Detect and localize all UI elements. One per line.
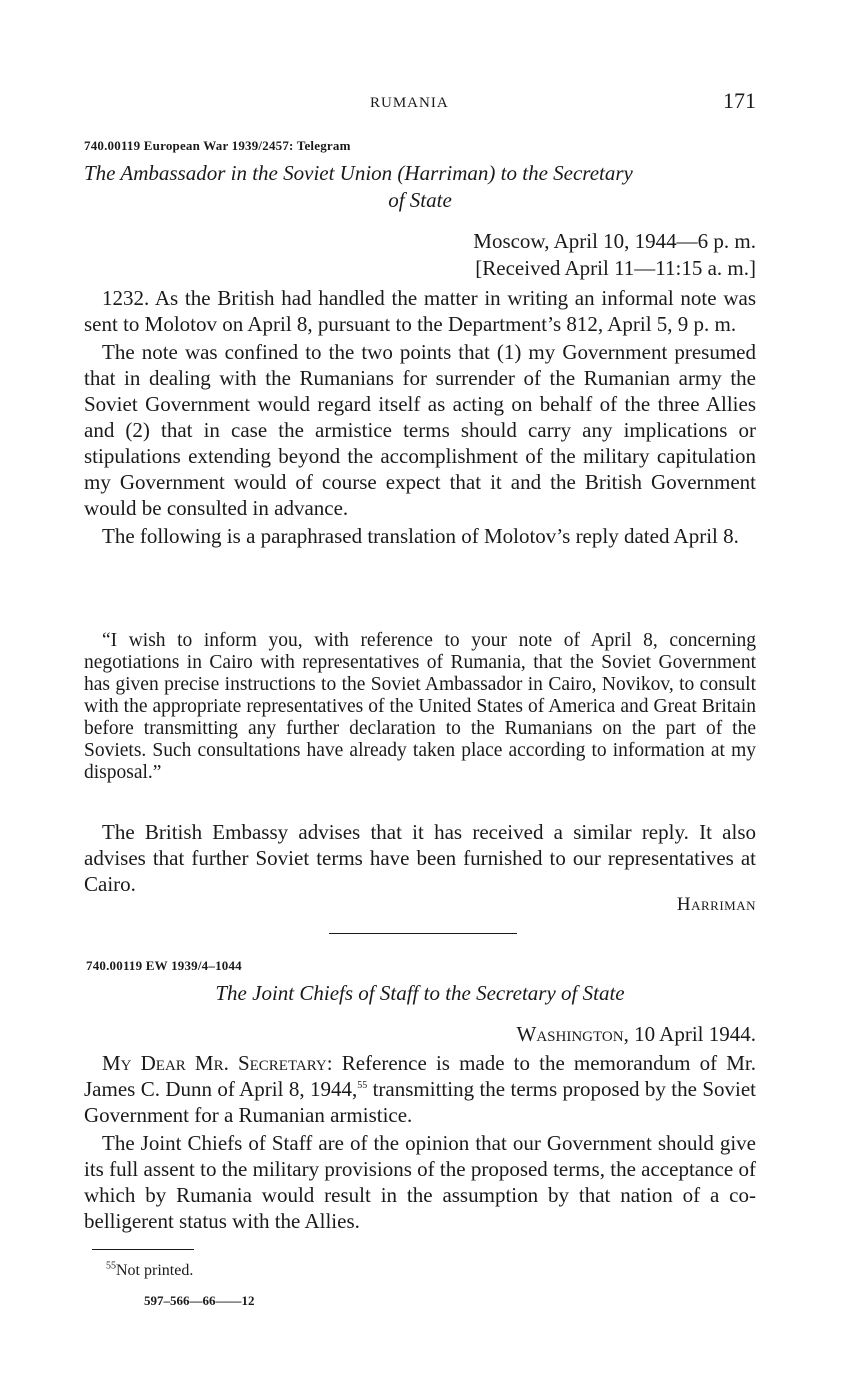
letter-paragraph-1 [84, 1050, 756, 1128]
dateline-2 [517, 1022, 756, 1047]
signature-harriman: Harriman [676, 894, 756, 915]
telegram-paragraph-4: The British Embassy advises that it has received a similar reply. It also advises that further Soviet terms have been furnished to our representatives at Cairo. [84, 820, 756, 896]
molotov-reply-quote: “I wish to inform you, with reference to your note of April 8, concerning negotiations in Cairo with representatives of Rumania, that the Soviet Government has given precise instructions to the Soviet Ambassador in Cairo, Novikov, to consult with the appropriate representatives of the United States of America and Great Britain before transmitting any further declaration to the Rumanians on the part of the Soviets. Such consultations have already taken place according to information at my disposal.” [84, 630, 756, 783]
section-divider [329, 933, 517, 934]
dateline-1 [473, 228, 756, 282]
telegram-paragraph-3: The following is a paraphrased translation of Molotov’s reply dated April 8. [102, 524, 739, 548]
page-number: 171 [723, 88, 756, 113]
footnote-55 [106, 1262, 193, 1280]
running-header-title: RUMANIA [370, 95, 449, 111]
letter-paragraph-2: The Joint Chiefs of Staff are of the opinion that our Government should give its full assent to the military provisions of the proposed terms, the acceptance of which by Rumania would result in the assumption by that nation of a co-belligerent status with the Allies. [84, 1131, 756, 1233]
letter-body [84, 1050, 756, 1234]
dateline-2-place: Washington [516, 1022, 624, 1046]
file-reference-1: 740.00119 European War 1939/2457: Telegram [84, 138, 351, 153]
footnote-rule [92, 1249, 194, 1250]
document-page [84, 0, 756, 1380]
footnote-mark: 55 [106, 1260, 116, 1272]
telegram-closing [84, 819, 756, 897]
printer-code: 597–566—66——12 [144, 1293, 255, 1308]
footnote-text: Not printed. [116, 1262, 194, 1279]
salutation: My Dear Mr. Secretary: [102, 1051, 333, 1075]
letter-paragraph-1-part-b: transmitting the terms proposed by the Soviet Government for a Rumanian armistice. [84, 1077, 756, 1127]
dateline-1-received: [Received April 11—11:15 a. m.] [475, 256, 756, 280]
document-heading-1 [84, 160, 756, 214]
dateline-1-place-time: Moscow, April 10, 1944—6 p. m. [473, 229, 756, 253]
letter-paragraph-1-part-a: Reference is made to the memorandum of Mr. James C. Dunn of April 8, 1944, [84, 1051, 756, 1101]
heading-1-line2: of State [388, 188, 452, 212]
dateline-2-date: , 10 April 1944. [623, 1022, 756, 1046]
document-heading-2: The Joint Chiefs of Staff to the Secretary of State [215, 981, 625, 1005]
telegram-paragraph-1: 1232. As the British had handled the matter in writing an informal note was sent to Molotov on April 8, pursuant to the Department’s 812, April 5, 9 p. m. [84, 286, 756, 336]
heading-1-line1: The Ambassador in the Soviet Union (Harriman) to the Secretary [84, 161, 633, 185]
telegram-paragraph-2: The note was confined to the two points that (1) my Government presumed that in dealing with the Rumanians for surrender of the Rumanian army the Soviet Government would regard itself as acting on behalf of the three Allies and (2) that in case the armistice terms should carry any implications or stipulations extending beyond the accomplishment of the military capitulation my Government would of course expect that it and the British Government would be consulted in advance. [84, 340, 756, 520]
telegram-body [84, 285, 756, 549]
footnote-reference: 55 [357, 1080, 368, 1091]
file-reference-2: 740.00119 EW 1939/4–1044 [86, 958, 242, 973]
